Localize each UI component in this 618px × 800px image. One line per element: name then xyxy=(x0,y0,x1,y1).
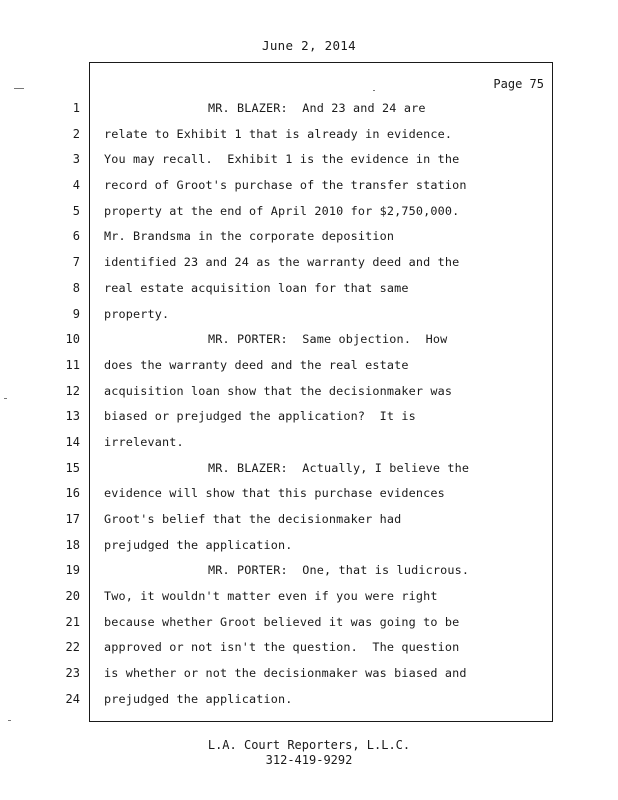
transcript-line: acquisition loan show that the decisionmaker was xyxy=(104,383,453,398)
line-number: 12 xyxy=(65,383,80,398)
line-number: 10 xyxy=(65,332,80,347)
transcript-line: MR. PORTER: Same objection. How xyxy=(208,332,448,347)
transcript-line: record of Groot's purchase of the transfer station xyxy=(104,178,467,193)
line-number: 24 xyxy=(65,691,80,706)
transcript-line: Two, it wouldn't matter even if you were right xyxy=(104,589,438,604)
line-number: 20 xyxy=(65,589,80,604)
line-number: 21 xyxy=(65,614,80,629)
transcript-line: You may recall. Exhibit 1 is the evidence in the xyxy=(104,152,460,167)
transcript-line: real estate acquisition loan for that same xyxy=(104,280,409,295)
transcript-line: biased or prejudged the application? It is xyxy=(104,409,416,424)
transcript-line: prejudged the application. xyxy=(104,537,293,552)
transcript-line: property at the end of April 2010 for $2,750,000. xyxy=(104,203,460,218)
transcript-body xyxy=(104,96,544,713)
line-number: 11 xyxy=(65,357,80,372)
line-number: 14 xyxy=(65,434,80,449)
transcript-line: approved or not isn't the question. The question xyxy=(104,640,460,655)
transcript-line: MR. BLAZER: And 23 and 24 are xyxy=(208,101,426,115)
transcript-line: is whether or not the decisionmaker was biased and xyxy=(104,666,467,681)
transcript-line: Groot's belief that the decisionmaker had xyxy=(104,512,402,526)
transcript-line: irrelevant. xyxy=(104,434,184,449)
line-number: 2 xyxy=(72,126,80,141)
transcript-line: property. xyxy=(104,306,170,321)
line-number-column xyxy=(50,96,80,713)
page-number: Page 75 xyxy=(493,77,544,91)
transcript-line: MR. BLAZER: Actually, I believe the xyxy=(208,460,470,475)
line-number: 7 xyxy=(72,255,80,270)
transcript-line: prejudged the application. xyxy=(104,691,293,706)
line-number: 5 xyxy=(72,203,80,218)
line-number: 22 xyxy=(65,640,80,655)
line-number: 19 xyxy=(65,563,80,578)
header-date: June 2, 2014 xyxy=(262,38,356,53)
line-number: 23 xyxy=(65,666,80,681)
line-number: 9 xyxy=(72,306,80,321)
line-number: 3 xyxy=(72,152,80,167)
line-number: 15 xyxy=(65,460,80,475)
transcript-line: Mr. Brandsma in the corporate deposition xyxy=(104,229,395,244)
line-number: 16 xyxy=(65,486,80,501)
footer-reporter: L.A. Court Reporters, L.L.C. xyxy=(207,738,411,752)
scan-mark xyxy=(14,88,24,89)
transcript-line: identified 23 and 24 as the warranty deed and the xyxy=(104,255,460,270)
line-number: 8 xyxy=(72,280,80,295)
footer-phone: 312-419-9292 xyxy=(265,753,353,767)
transcript-line: evidence will show that this purchase evidences xyxy=(104,486,445,501)
line-number: 4 xyxy=(72,178,80,193)
line-number: 13 xyxy=(65,409,80,424)
transcript-line: MR. PORTER: One, that is ludicrous. xyxy=(208,563,470,578)
scan-mark xyxy=(8,720,11,721)
line-number: 6 xyxy=(72,229,80,244)
line-number: 18 xyxy=(65,537,80,552)
line-number: 17 xyxy=(65,512,80,526)
scan-mark xyxy=(4,398,7,399)
transcript-line: relate to Exhibit 1 that is already in evidence. xyxy=(104,126,453,141)
transcript-line: does the warranty deed and the real estate xyxy=(104,357,409,372)
line-number: 1 xyxy=(72,101,80,115)
transcript-line: because whether Groot believed it was going to be xyxy=(104,614,460,629)
